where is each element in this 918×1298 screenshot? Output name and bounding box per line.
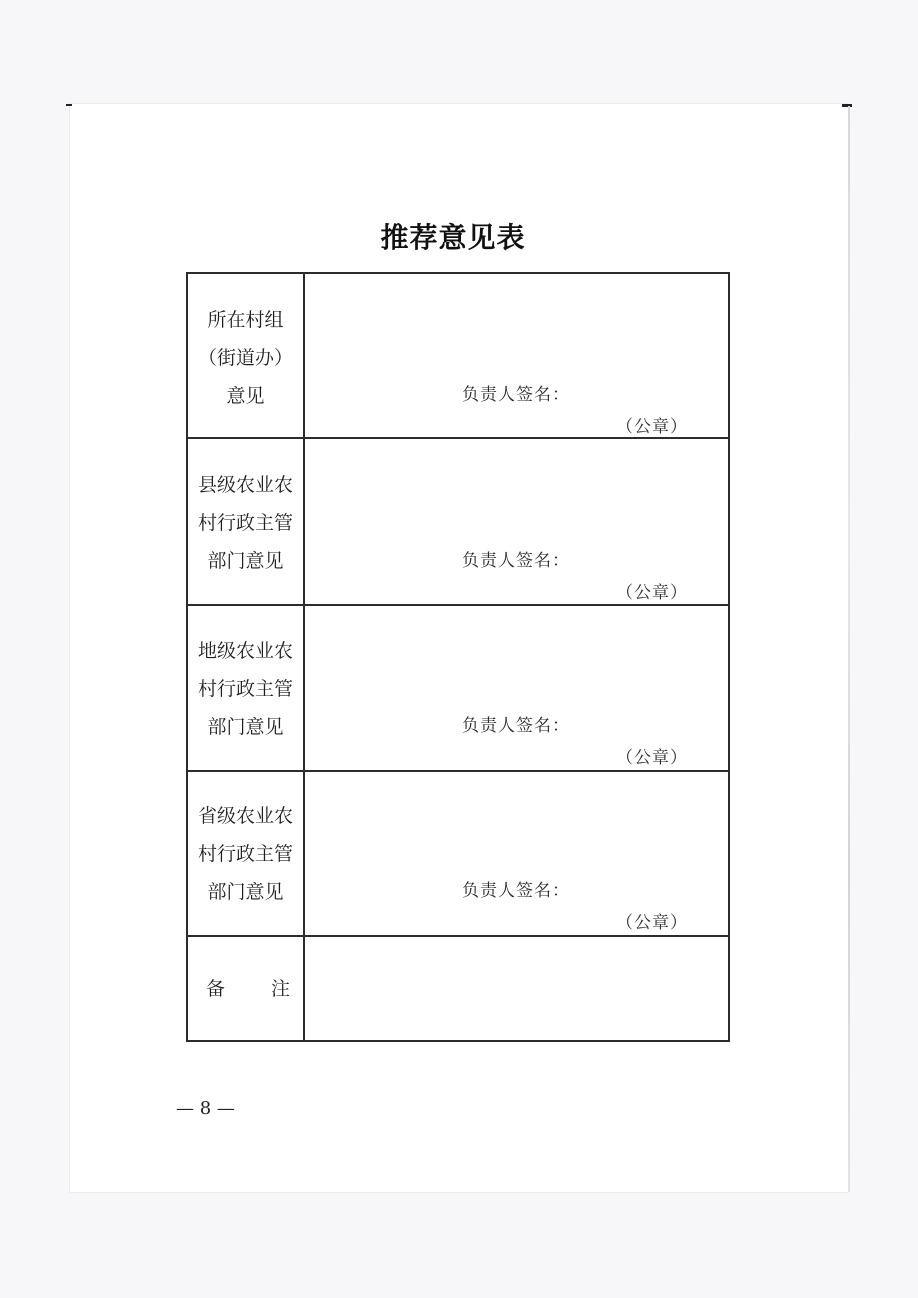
scan-corner-mark-left bbox=[66, 104, 72, 106]
remarks-char: 备 bbox=[206, 978, 226, 1000]
row-label-county bbox=[188, 466, 303, 580]
scan-corner-mark-right bbox=[842, 104, 852, 107]
signature-label: 负责人签名： bbox=[462, 551, 570, 571]
signature-label: 负责人签名： bbox=[462, 881, 570, 901]
row-label-village bbox=[188, 301, 303, 415]
page-title: 推荐意见表 bbox=[380, 221, 526, 254]
row-label-province bbox=[188, 797, 303, 911]
table-row-divider bbox=[186, 935, 730, 937]
row-label-line: 省级农业农 bbox=[197, 805, 293, 827]
row-label-prefecture bbox=[188, 632, 303, 746]
official-seal-label: （公章） bbox=[616, 417, 688, 437]
table-column-divider bbox=[303, 272, 305, 1042]
row-label-line: 所在村组 bbox=[207, 309, 284, 331]
signature-label: 负责人签名： bbox=[462, 385, 570, 405]
official-seal-label: （公章） bbox=[616, 913, 688, 933]
official-seal-label: （公章） bbox=[616, 583, 688, 603]
page-number: — 8 — bbox=[176, 1098, 235, 1119]
row-label-line: 地级农业农 bbox=[197, 640, 293, 662]
row-label-line: 部门意见 bbox=[207, 716, 284, 738]
row-label-line: 村行政主管 bbox=[197, 512, 293, 534]
signature-label: 负责人签名： bbox=[462, 716, 570, 736]
official-seal-label: （公章） bbox=[616, 748, 688, 768]
row-label-line: 部门意见 bbox=[207, 550, 284, 572]
table-row-divider bbox=[186, 770, 730, 772]
row-label-line: 意见 bbox=[226, 385, 265, 407]
row-label-line: 村行政主管 bbox=[197, 678, 293, 700]
table-row-divider bbox=[186, 604, 730, 606]
row-label-line: 县级农业农 bbox=[197, 474, 293, 496]
remarks-char: 注 bbox=[270, 978, 290, 1000]
row-label-line: （街道办） bbox=[197, 347, 293, 369]
row-label-line: 部门意见 bbox=[207, 881, 284, 903]
paper-fold-edge bbox=[848, 106, 850, 1192]
row-label-line: 村行政主管 bbox=[197, 843, 293, 865]
row-label-remarks bbox=[206, 974, 290, 1001]
table-row-divider bbox=[186, 437, 730, 439]
